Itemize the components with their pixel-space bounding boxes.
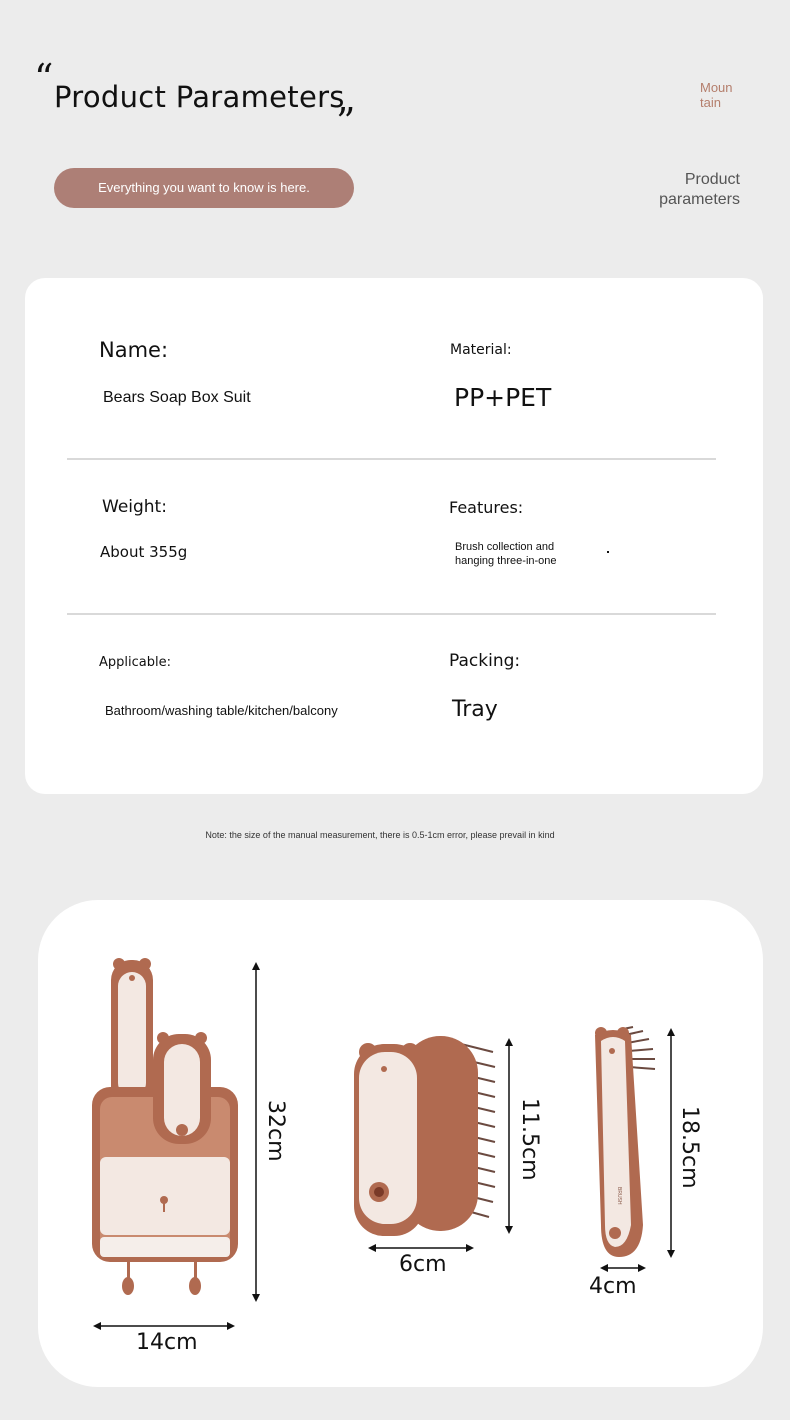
packing-value: Tray bbox=[452, 697, 498, 722]
material-value: PP+PET bbox=[454, 383, 552, 412]
weight-label: Weight: bbox=[102, 497, 167, 517]
features-value bbox=[455, 540, 557, 568]
material-label: Material: bbox=[450, 342, 512, 358]
soap-box-illustration bbox=[88, 952, 248, 1302]
brush-text-mark: BRUSH bbox=[616, 1187, 622, 1205]
name-value: Bears Soap Box Suit bbox=[103, 389, 251, 406]
applicable-label: Applicable: bbox=[99, 655, 171, 670]
intro-pill: Everything you want to know is here. bbox=[54, 168, 354, 208]
features-label: Features: bbox=[449, 498, 524, 517]
weight-value: About 355g bbox=[100, 543, 188, 561]
quote-open-icon: “ bbox=[34, 56, 54, 100]
brand-line-2: tain bbox=[700, 95, 721, 110]
brush-height-arrow bbox=[503, 1038, 515, 1234]
slim-width-label: 4cm bbox=[589, 1274, 637, 1299]
brand-line-1: Moun bbox=[700, 80, 733, 95]
brush-height-label: 11.5cm bbox=[517, 1098, 542, 1181]
features-line-2: hanging three-in-one bbox=[455, 555, 557, 567]
section-label bbox=[620, 170, 740, 210]
slim-height-arrow bbox=[665, 1028, 677, 1258]
dot-mark bbox=[607, 551, 609, 553]
measurement-note: Note: the size of the manual measurement, there is 0.5-1cm error, please prevail in kind bbox=[205, 830, 555, 840]
row-divider bbox=[67, 613, 716, 615]
name-label: Name: bbox=[99, 338, 169, 362]
bear-brush-illustration bbox=[353, 1032, 498, 1247]
page-title: Product Parameters bbox=[54, 80, 345, 114]
box-height-arrow bbox=[250, 962, 262, 1302]
row-divider bbox=[67, 458, 716, 460]
slim-brush-illustration bbox=[591, 1025, 661, 1260]
dimensions-card bbox=[38, 900, 763, 1387]
slim-height-label: 18.5cm bbox=[677, 1106, 702, 1189]
quote-close-icon: ” bbox=[336, 100, 356, 144]
box-height-label: 32cm bbox=[263, 1100, 288, 1162]
section-label-line-1: Product bbox=[684, 171, 740, 188]
section-label-line-2: parameters bbox=[659, 191, 740, 208]
brush-width-label: 6cm bbox=[399, 1252, 447, 1277]
slim-width-arrow bbox=[600, 1262, 646, 1274]
parameters-card bbox=[25, 278, 763, 794]
packing-label: Packing: bbox=[449, 651, 521, 671]
features-line-1: Brush collection and bbox=[455, 541, 555, 553]
applicable-value: Bathroom/washing table/kitchen/balcony bbox=[105, 703, 338, 718]
brand-label bbox=[700, 80, 760, 110]
box-width-label: 14cm bbox=[136, 1330, 198, 1355]
